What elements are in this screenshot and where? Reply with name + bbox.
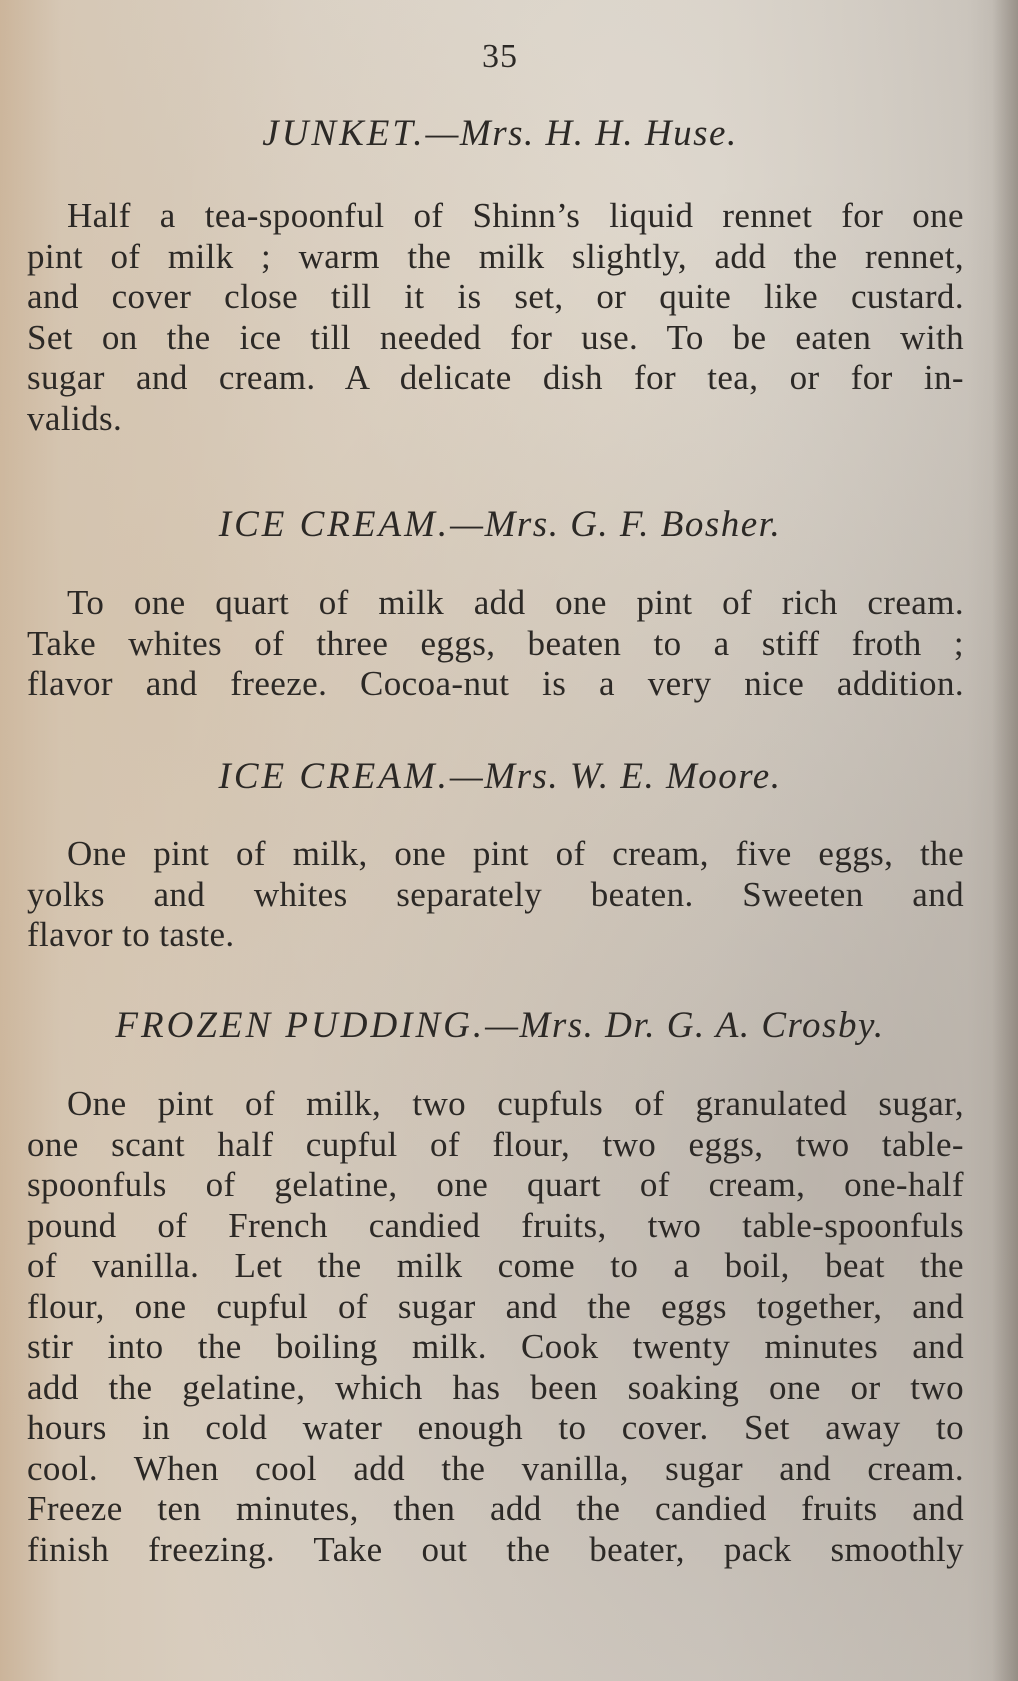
recipe-body-junket [27, 196, 964, 439]
text-line: stir into the boiling milk. Cook twenty minutes and [27, 1327, 964, 1366]
text-line: flavor and freeze. Cocoa-nut is a very nice addition. [27, 664, 964, 703]
recipe-author: —Mrs. H. H. Huse. [425, 113, 738, 154]
text-line: One pint of milk, two cupfuls of granulated sugar, [67, 1084, 964, 1123]
text-line: add the gelatine, which has been soaking one or two [27, 1367, 964, 1407]
text-line: Take whites of three eggs, beaten to a stiff froth ; [27, 623, 964, 663]
text-line: Half a tea-spoonful of Shinn’s liquid rennet for one [67, 196, 964, 235]
page-edge-shadow [992, 0, 1018, 1681]
recipe-title: FROZEN PUDDING. [115, 1005, 486, 1046]
text-line: To one quart of milk add one pint of rich cream. [67, 583, 964, 622]
text-line: flavor to taste. [27, 915, 235, 954]
recipe-title: ICE CREAM. [218, 756, 450, 797]
recipe-title: JUNKET. [262, 113, 426, 154]
text-line: Set on the ice till needed for use. To be eaten with [27, 317, 964, 357]
recipe-body-frozen-pudding [27, 1084, 964, 1570]
page-number: 35 [482, 38, 518, 75]
recipe-author: —Mrs. W. E. Moore. [449, 756, 782, 797]
recipe-author: —Mrs. G. F. Bosher. [450, 504, 782, 545]
text-line: flour, one cupful of sugar and the eggs together, and [27, 1286, 964, 1326]
text-line: and cover close till it is set, or quite like custard. [27, 277, 964, 316]
recipe-author: —Mrs. Dr. G. A. Crosby. [485, 1005, 885, 1046]
recipe-body-ice-cream-moore [27, 834, 964, 956]
text-line: pound of French candied fruits, two table-spoonfuls [27, 1205, 964, 1245]
text-line: One pint of milk, one pint of cream, five eggs, the [67, 834, 964, 873]
text-line: Freeze ten minutes, then add the candied fruits and [27, 1489, 964, 1528]
recipe-heading-frozen-pudding [0, 1004, 1000, 1047]
text-line: yolks and whites separately beaten. Sweeten and [27, 874, 964, 914]
text-line: one scant half cupful of flour, two eggs, two table- [27, 1124, 964, 1164]
recipe-heading-ice-cream-bosher [0, 503, 1000, 546]
text-line: of vanilla. Let the milk come to a boil, beat the [27, 1246, 964, 1285]
recipe-heading-ice-cream-moore [0, 755, 1000, 798]
recipe-body-ice-cream-bosher [27, 583, 964, 705]
recipe-heading-junket [0, 112, 1000, 155]
text-line: spoonfuls of gelatine, one quart of cream, one-half [27, 1165, 964, 1204]
text-line: valids. [27, 398, 123, 438]
text-line: sugar and cream. A delicate dish for tea, or for in- [27, 358, 964, 397]
text-line: cool. When cool add the vanilla, sugar and cream. [27, 1448, 964, 1488]
text-line: finish freezing. Take out the beater, pack smoothly [27, 1529, 964, 1569]
text-line: pint of milk ; warm the milk slightly, add the rennet, [27, 236, 964, 276]
recipe-title: ICE CREAM. [218, 504, 451, 545]
text-line: hours in cold water enough to cover. Set away to [27, 1408, 964, 1447]
